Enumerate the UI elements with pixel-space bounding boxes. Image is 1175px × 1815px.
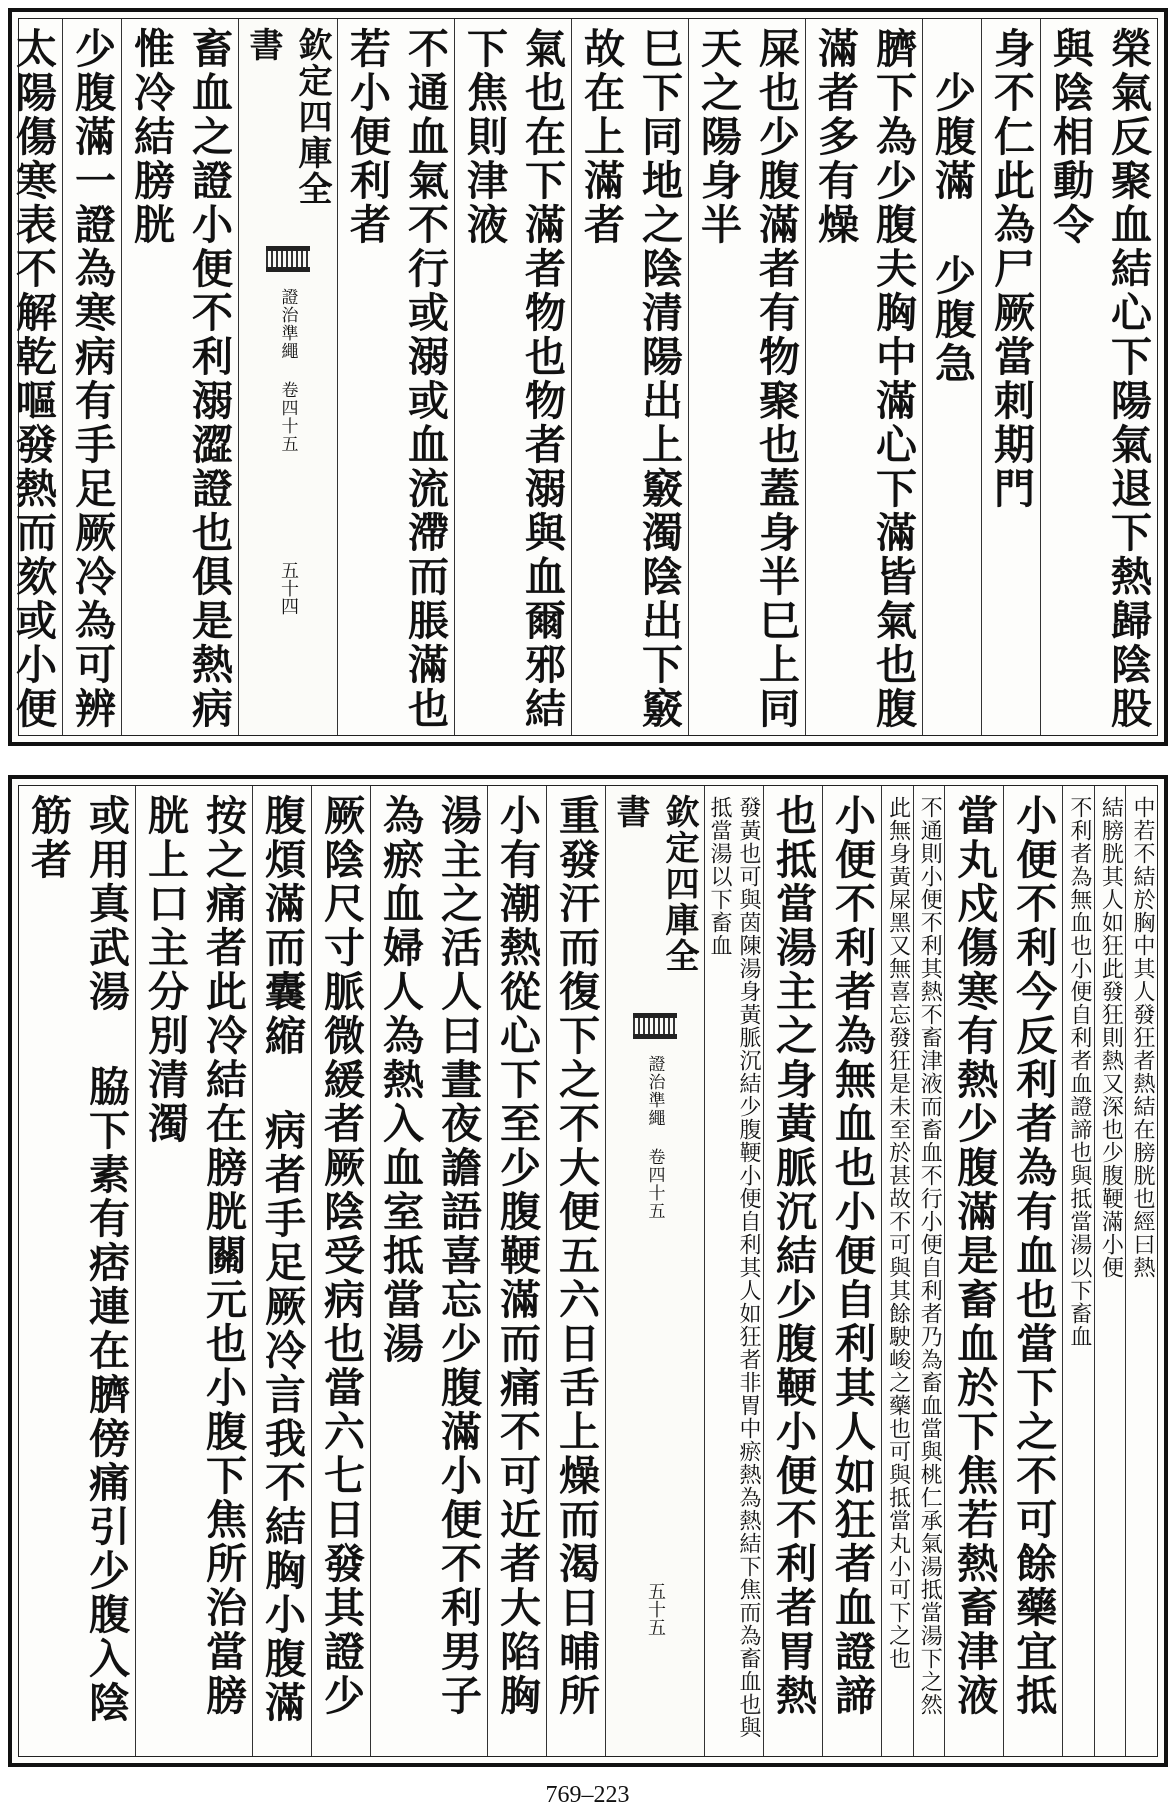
- column-text: 腹煩滿而囊縮 病者手足厥冷言我不結胸小腹滿: [258, 794, 307, 1725]
- column-text: 臍下為少腹夫胸中滿心下滿皆氣也腹滿者多有燥: [811, 27, 917, 731]
- text-column: [913, 786, 945, 1756]
- text-column: [1125, 786, 1157, 1756]
- column-text: 畜血之證小便不利溺澀證也俱是熱病惟冷結膀胱: [127, 27, 233, 731]
- column-text: 結膀胱其人如狂此發狂則熱又深也少腹鞕滿小便: [1098, 796, 1124, 1279]
- text-column: [487, 786, 546, 1756]
- column-text: 小便不利今反利者為有血也當下之不可餘藥宜抵: [1009, 794, 1058, 1718]
- text-column: [19, 786, 135, 1756]
- text-column: [571, 19, 688, 735]
- bottom-columns: [19, 786, 1157, 1756]
- book-title: 欽定四庫全書: [610, 794, 700, 974]
- column-text: 不通則小便不利其熱不畜津液而畜血不行小便自利者乃為畜血當與桃仁承氣湯抵當湯下之然: [917, 796, 943, 1716]
- text-column: [311, 786, 370, 1756]
- column-text: 也抵當湯主之身黃脈沉結少腹鞕小便不利者胃熱: [769, 794, 818, 1718]
- column-text: 按之痛者此冷結在膀胱關元也小腹下焦所治當膀胱上口主分別清濁: [141, 794, 248, 1718]
- text-column: [62, 19, 121, 735]
- column-text: 少腹滿 少腹急: [928, 27, 976, 386]
- column-text: 不通血氣不行或溺或血流滯而脹滿也若小便利者: [343, 27, 449, 731]
- column-text: 榮氣反聚血結心下陽氣退下熱歸陰股與陰相動令: [1046, 27, 1152, 731]
- column-text: 屎也少腹滿者有物聚也蓋身半巳上同天之陽身半: [694, 27, 800, 731]
- text-column: [0, 19, 62, 735]
- text-column: [1062, 786, 1094, 1756]
- column-text: 湯主之活人曰晝夜譫語喜忘少腹滿小便不利男子為瘀血婦人為熱入血室抵當湯: [376, 794, 483, 1718]
- column-text: 少腹滿一證為寒病有手足厥冷為可辨: [68, 27, 116, 731]
- text-column: [121, 19, 238, 735]
- text-column: [546, 786, 605, 1756]
- column-text: 發黃也可與茵陳湯身黃脈沉結少腹鞕小便自利其人如狂者非胃中瘀熱為熱結下焦而為畜血也與抵當湯以下畜血: [707, 796, 762, 1739]
- column-text: 小便不利者為無血也小便自利其人如狂者血證諦: [828, 794, 877, 1718]
- text-column: [805, 19, 922, 735]
- text-column: [252, 786, 311, 1756]
- column-text: 中若不結於胸中其人發狂者熱結在膀胱也經曰熱: [1130, 796, 1155, 1279]
- text-column: [944, 786, 1003, 1756]
- fishtail-mark-icon: [266, 246, 310, 272]
- center-fold-column: [605, 786, 704, 1756]
- bottom-page: [8, 775, 1168, 1767]
- text-column: [454, 19, 571, 735]
- text-column: [1040, 19, 1157, 735]
- volume-label: 證治準繩 卷四十五: [277, 288, 298, 453]
- column-text: 厥陰尺寸脈微緩者厥陰受病也當六七日發其證少: [317, 794, 366, 1718]
- text-column: [370, 786, 487, 1756]
- page-number-footer: 769–223: [545, 1782, 630, 1808]
- column-text: 此無身黃屎黑又無喜忘發狂是未至於甚故不可與其餘駛峻之藥也可與抵當丸小可下之也: [885, 796, 911, 1670]
- text-column: [881, 786, 913, 1756]
- text-column: [1003, 786, 1062, 1756]
- center-fold-column: [238, 19, 337, 735]
- volume-label: 證治準繩 卷四十五: [644, 1055, 665, 1220]
- text-column: [688, 19, 805, 735]
- column-text: 身不仁此為尸厥當刺期門: [987, 27, 1035, 511]
- top-columns: [9, 19, 1157, 735]
- column-text: 太陽傷寒表不解乾嘔發熱而欬或小便: [9, 27, 57, 731]
- text-column: [763, 786, 822, 1756]
- column-text: 氣也在下滿者物也物者溺與血爾邪結下焦則津液: [460, 27, 566, 731]
- folio-number: 五十五: [645, 1582, 667, 1636]
- column-text: 小有潮熱從心下至少腹鞕滿而痛不可近者大陷胸: [493, 794, 542, 1718]
- text-column: [981, 19, 1040, 735]
- folio-number: 五十四: [278, 561, 299, 615]
- column-text: 重發汗而復下之不大便五六日舌上燥而渴日晡所: [552, 794, 601, 1718]
- text-column: [922, 19, 981, 735]
- text-column: [135, 786, 252, 1756]
- text-column: [704, 786, 763, 1756]
- column-text: 巳下同地之陰清陽出上竅濁陰出下竅故在上滿者: [577, 27, 683, 731]
- top-page: [8, 8, 1168, 746]
- column-text: 不利者為無血也小便自利者血證諦也與抵當湯以下畜血: [1066, 796, 1092, 1348]
- text-column: [337, 19, 454, 735]
- book-title: 欽定四庫全書: [243, 27, 332, 207]
- column-text: 或用真武湯 脇下素有痞連在臍傍痛引少腹入陰筋者: [24, 794, 131, 1725]
- text-column: [1094, 786, 1126, 1756]
- column-text: 當丸戍傷寒有熱少腹滿是畜血於下焦若熱畜津液: [950, 794, 999, 1718]
- fishtail-mark-icon: [633, 1013, 677, 1039]
- text-column: [822, 786, 881, 1756]
